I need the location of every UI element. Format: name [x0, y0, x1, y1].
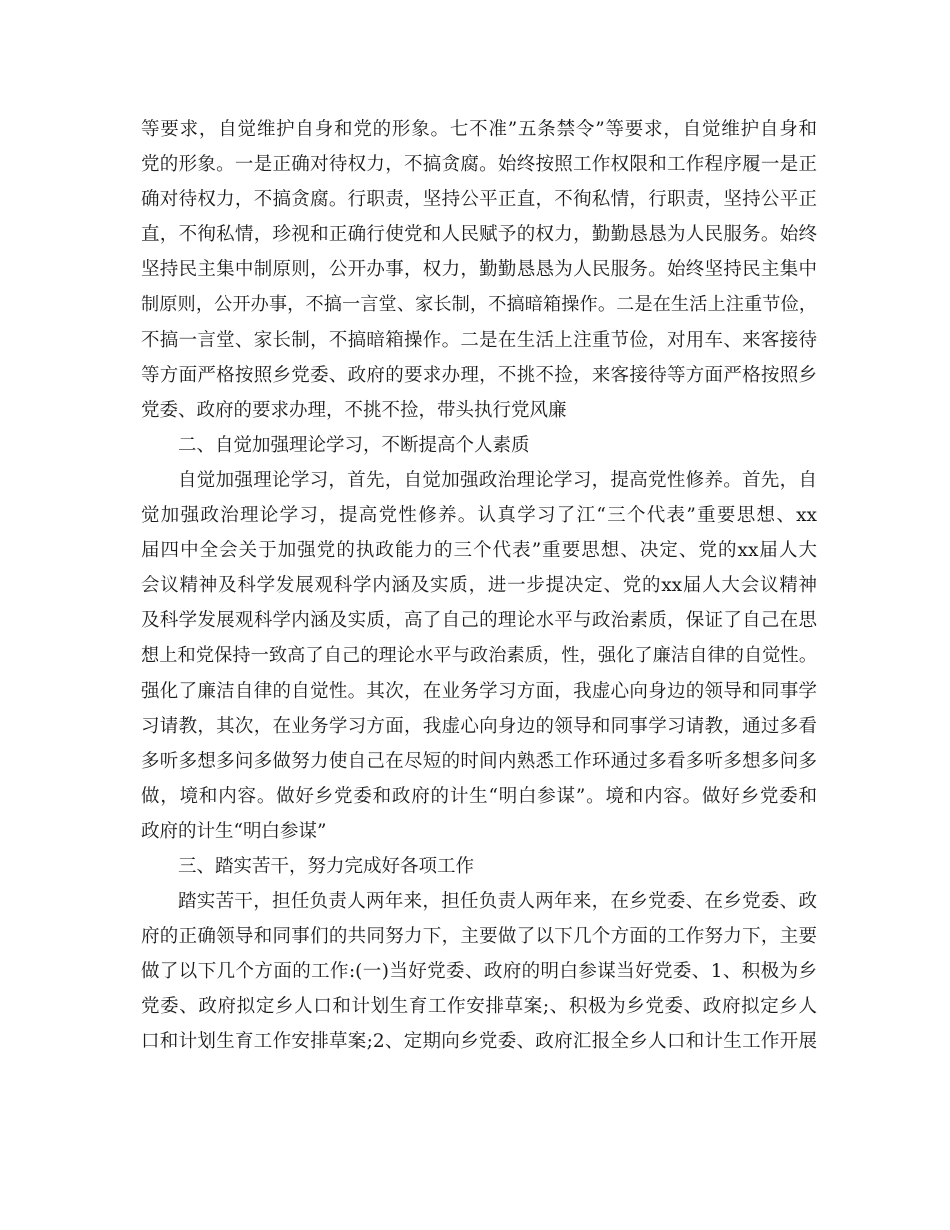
- text-line: 觉加强政治理论学习，提高党性修养。认真学习了江“三个代表”重要思想、xx: [141, 505, 817, 527]
- text-line: 口和计划生育工作安排草案;2、定期向乡党委、政府汇报全乡人口和计生工作开展: [141, 1031, 817, 1053]
- text-line: 党的形象。一是正确对待权力，不搞贪腐。始终按照工作权限和工作程序履一是正: [141, 154, 817, 176]
- text-line: 会议精神及科学发展观科学内涵及实质，进一步提决定、党的xx届人大会议精神: [141, 575, 817, 597]
- section-heading: 二、自觉加强理论学习，不断提高个人素质: [178, 434, 530, 456]
- text-line: 党委、政府拟定乡人口和计划生育工作安排草案;、积极为乡党委、政府拟定乡人: [141, 996, 817, 1018]
- text-line: 等要求，自觉维护自身和党的形象。七不准”五条禁令”等要求，自觉维护自身和: [141, 119, 817, 140]
- text-line: 多听多想多问多做努力使自己在尽短的时间内熟悉工作环通过多看多听多想多问多: [141, 750, 817, 772]
- paragraph-first-line: 踏实苦干，担任负责人两年来，担任负责人两年来，在乡党委、在乡党委、政: [178, 891, 817, 913]
- text-line: 做，境和内容。做好乡党委和政府的计生“明白参谋”。境和内容。做好乡党委和: [141, 785, 817, 807]
- text-line: 做了以下几个方面的工作:(一)当好党委、政府的明白参谋当好党委、1、积极为乡: [141, 961, 817, 983]
- text-line: 坚持民主集中制原则，公开办事，权力，勤勤恳恳为人民服务。始终坚持民主集中: [141, 259, 817, 281]
- document-body: [141, 112, 817, 1060]
- text-line: 不搞一言堂、家长制，不搞暗箱操作。二是在生活上注重节俭，对用车、来客接待: [141, 329, 817, 351]
- text-line: 制原则，公开办事，不搞一言堂、家长制，不搞暗箱操作。二是在生活上注重节俭，: [141, 294, 817, 316]
- text-line: 等方面严格按照乡党委、政府的要求办理，不挑不捡，来客接待等方面严格按照乡: [141, 364, 817, 386]
- text-line: 强化了廉洁自律的自觉性。其次，在业务学习方面，我虚心向身边的领导和同事学: [141, 680, 817, 702]
- text-line: 政府的计生“明白参谋”: [141, 820, 327, 842]
- text-line: 届四中全会关于加强党的执政能力的三个代表”重要思想、决定、党的xx届人大: [141, 540, 817, 562]
- text-line: 习请教，其次，在业务学习方面，我虚心向身边的领导和同事学习请教，通过多看: [141, 715, 817, 737]
- section-heading: 三、踏实苦干，努力完成好各项工作: [178, 855, 475, 877]
- text-line: 府的正确领导和同事们的共同努力下，主要做了以下几个方面的工作努力下，主要: [141, 926, 817, 948]
- text-line: 想上和党保持一致高了自己的理论水平与政治素质，性，强化了廉洁自律的自觉性。: [141, 645, 817, 667]
- text-line: 直，不徇私情，珍视和正确行使党和人民赋予的权力，勤勤恳恳为人民服务。始终: [141, 224, 817, 246]
- text-line: 及科学发展观科学内涵及实质，高了自己的理论水平与政治素质，保证了自己在思: [141, 610, 817, 632]
- text-line: 党委、政府的要求办理，不挑不捡，带头执行党风廉: [141, 399, 567, 421]
- paragraph-first-line: 自觉加强理论学习，首先，自觉加强政治理论学习，提高党性修养。首先，自: [178, 469, 817, 491]
- text-line: 确对待权力，不搞贪腐。行职责，坚持公平正直，不徇私情，行职责，坚持公平正: [141, 189, 817, 211]
